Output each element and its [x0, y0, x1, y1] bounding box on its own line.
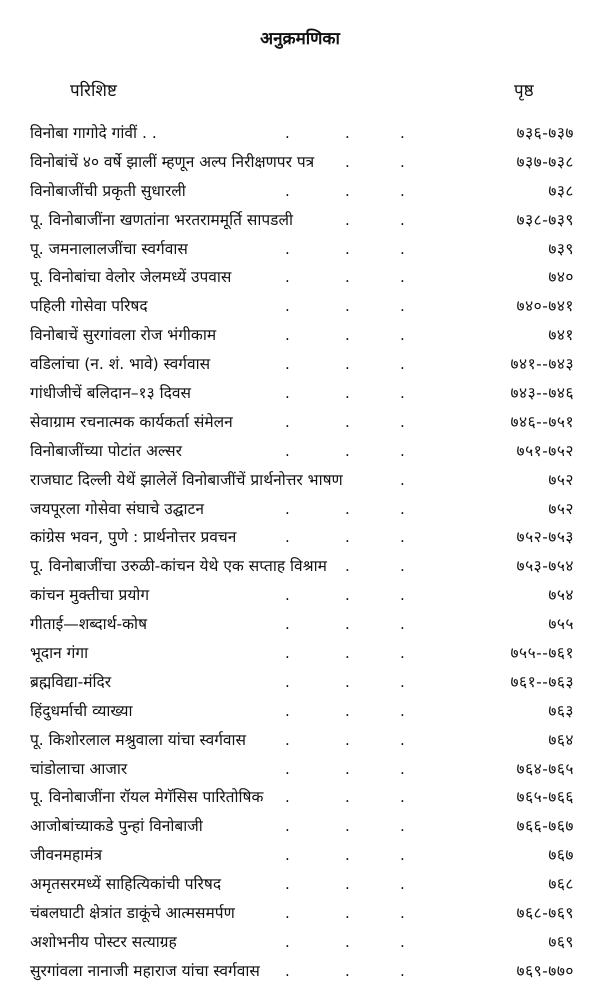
index-entry — [0, 408, 600, 437]
leader-dot: . — [285, 384, 290, 403]
entry-topic: विनोबाजींच्या पोटांत अल्सर — [30, 441, 182, 460]
entry-topic: पू. विनोबांचा वेलोर जेलमध्यें उपवास — [30, 268, 232, 287]
leader-dot: . — [400, 124, 405, 142]
leader-dot: . — [345, 846, 350, 865]
leader-dot: . — [400, 961, 405, 980]
leader-dot: . — [400, 412, 405, 431]
leader-dot: . — [345, 644, 350, 663]
leader-dot: . — [285, 672, 290, 691]
entry-topic: जीवनमहामंत्र — [30, 846, 103, 865]
leader-dot: . — [285, 615, 290, 634]
entry-page-range: ७५३-७५४ — [516, 557, 574, 576]
topic-column-header: परिशिष्ट — [70, 81, 117, 101]
entry-topic: पू. किशोरलाल मश्रुवाला यांचा स्वर्गवास — [30, 730, 247, 749]
entry-page-range: ७६९ — [548, 932, 574, 951]
index-entry — [0, 235, 600, 264]
leader-dot: . — [345, 672, 350, 691]
leader-dot: . — [400, 672, 405, 691]
entry-topic: गांधीजीचें बलिदान–१३ दिवस — [30, 384, 191, 403]
leader-dot: . — [400, 932, 405, 951]
index-entry — [0, 148, 600, 177]
leader-dot: . — [345, 355, 350, 374]
leader-dot: . — [400, 297, 405, 316]
index-entry — [0, 899, 600, 928]
leader-dot: . — [285, 788, 290, 807]
leader-dot: . — [285, 326, 290, 345]
entry-page-range: ७५२ — [548, 499, 574, 518]
entry-topic: हिंदुधर्माची व्याख्या — [30, 701, 133, 720]
entry-page-range: ७३८ — [548, 181, 574, 200]
entry-topic: पू. विनोबाजींना खणतांना भरतराममूर्ति सापडली — [30, 210, 293, 229]
leader-dot: . — [285, 124, 290, 142]
entry-page-range: ७५४ — [548, 586, 574, 605]
entry-page-range: ७४० — [548, 268, 574, 287]
leader-dot: . — [400, 384, 405, 403]
leader-dot: . — [285, 355, 290, 374]
leader-dot: . — [345, 384, 350, 403]
entry-page-range: ७३७-७३८ — [516, 152, 574, 171]
index-entry — [0, 726, 600, 755]
leader-dot: . — [345, 817, 350, 836]
leader-dot: . — [285, 181, 290, 200]
entry-topic: चांडोलाचा आजार — [30, 759, 128, 778]
leader-dot: . — [285, 932, 290, 951]
entry-page-range: ७४१--७४३ — [510, 355, 574, 374]
leader-dot: . — [345, 181, 350, 200]
index-entry — [0, 437, 600, 466]
leader-dot: . — [285, 528, 290, 547]
index-entry — [0, 755, 600, 784]
index-entry — [0, 610, 600, 639]
leader-dot: . — [285, 904, 290, 923]
index-entry — [0, 321, 600, 350]
leader-dot: . — [400, 499, 405, 518]
entry-page-range: ७६४ — [548, 730, 574, 749]
leader-dot: . — [400, 355, 405, 374]
entry-page-range: ७४१ — [548, 326, 574, 345]
leader-dot: . — [285, 239, 290, 258]
entry-page-range: ७५५--७६१ — [510, 644, 574, 663]
leader-dot: . — [285, 817, 290, 836]
index-entry — [0, 581, 600, 610]
entry-page-range: ७६६-७६७ — [516, 817, 574, 836]
entry-page-range: ७६९-७७० — [516, 961, 574, 980]
index-entry — [0, 957, 600, 986]
entry-topic: सुरगांवला नानाजी महाराज यांचा स्वर्गवास — [30, 961, 260, 980]
entry-topic: कांग्रेस भवन, पुणे : प्रार्थनोत्तर प्रवचन — [30, 528, 237, 547]
entry-topic: आजोबांच्याकडे पुन्हां विनोबाजी — [30, 817, 203, 836]
entry-topic: चंबलघाटी क्षेत्रांत डाकूंचे आत्मसमर्पण — [30, 904, 235, 923]
leader-dot: . — [285, 644, 290, 663]
index-entry — [0, 523, 600, 552]
entry-topic: भूदान गंगा — [30, 644, 89, 663]
leader-dot: . — [400, 210, 405, 229]
entry-page-range: ७६८-७६९ — [516, 904, 574, 923]
index-entry — [0, 292, 600, 321]
entry-page-range: ७६५-७६६ — [516, 788, 574, 807]
entry-page-range: ७४०-७४१ — [516, 297, 574, 316]
leader-dot: . — [400, 528, 405, 547]
leader-dot: . — [285, 586, 290, 605]
leader-dot: . — [285, 701, 290, 720]
index-entry — [0, 119, 600, 148]
leader-dot: . — [400, 730, 405, 749]
entry-topic: पहिली गोसेवा परिषद — [30, 297, 148, 316]
entry-page-range: ७६४-७६५ — [516, 759, 574, 778]
entry-topic: विनोबा गागोदे गांवीं . . — [30, 124, 157, 142]
entry-page-range: ७५२ — [548, 470, 574, 489]
leader-dot: . — [345, 152, 350, 171]
entry-page-range: ७३६-७३७ — [516, 124, 574, 142]
index-entry — [0, 668, 600, 697]
index-entry — [0, 697, 600, 726]
index-entry — [0, 379, 600, 408]
leader-dot: . — [345, 528, 350, 547]
leader-dot: . — [345, 759, 350, 778]
entry-topic: अमृतसरमध्यें साहित्यिकांची परिषद — [30, 875, 222, 894]
entry-page-range: ७३८-७३९ — [516, 210, 574, 229]
leader-dot: . — [400, 152, 405, 171]
index-entry — [0, 263, 600, 292]
leader-dot: . — [285, 297, 290, 316]
leader-dot: . — [285, 412, 290, 431]
entry-page-range: ७६३ — [548, 701, 574, 720]
index-entry — [0, 552, 600, 581]
leader-dot: . — [400, 817, 405, 836]
leader-dot: . — [345, 932, 350, 951]
leader-dot: . — [400, 904, 405, 923]
leader-dot: . — [345, 904, 350, 923]
leader-dot: . — [345, 730, 350, 749]
leader-dot: . — [400, 181, 405, 200]
leader-dot: . — [345, 875, 350, 894]
leader-dot: . — [345, 326, 350, 345]
leader-dot: . — [400, 759, 405, 778]
leader-dot: . — [345, 239, 350, 258]
index-entry — [0, 206, 600, 235]
index-entry — [0, 841, 600, 870]
entry-topic: पू. जमनालालजींचा स्वर्गवास — [30, 239, 188, 258]
entry-topic: विनोबांचें ४० वर्षे झालीं म्हणून अल्प निरीक्षणपर पत्र — [30, 152, 315, 171]
leader-dot: . — [400, 326, 405, 345]
leader-dot: . — [285, 730, 290, 749]
leader-dot: . — [400, 875, 405, 894]
leader-dot: . — [400, 701, 405, 720]
leader-dot: . — [345, 412, 350, 431]
leader-dot: . — [345, 788, 350, 807]
leader-dot: . — [345, 615, 350, 634]
leader-dot: . — [345, 210, 350, 229]
entry-topic: विनोबाचें सुरगांवला रोज भंगीकाम — [30, 326, 217, 345]
index-entry — [0, 870, 600, 899]
leader-dot: . — [285, 875, 290, 894]
index-entry — [0, 466, 600, 495]
leader-dot: . — [345, 441, 350, 460]
leader-dot: . — [345, 268, 350, 287]
leader-dot: . — [345, 499, 350, 518]
entry-page-range: ७४६--७५१ — [510, 412, 574, 431]
entry-topic: पू. विनोबाजींचा उरुळी-कांचन येथे एक सप्ताह विश्राम — [30, 557, 327, 576]
leader-dot: . — [400, 268, 405, 287]
index-entry — [0, 495, 600, 524]
entry-topic: वडिलांचा (न. शं. भावे) स्वर्गवास — [30, 355, 211, 374]
leader-dot: . — [345, 557, 350, 576]
leader-dot: . — [400, 470, 405, 489]
entry-topic: कांचन मुक्तीचा प्रयोग — [30, 586, 150, 605]
leader-dot: . — [285, 759, 290, 778]
leader-dot: . — [400, 615, 405, 634]
entry-page-range: ७६७ — [548, 846, 574, 865]
leader-dot: . — [345, 586, 350, 605]
leader-dot: . — [345, 701, 350, 720]
leader-dot: . — [400, 586, 405, 605]
entry-page-range: ७५५ — [548, 615, 574, 634]
leader-dot: . — [285, 268, 290, 287]
entry-page-range: ७६८ — [548, 875, 574, 894]
entry-topic: सेवाग्राम रचनात्मक कार्यकर्ता संमेलन — [30, 412, 233, 431]
entry-page-range: ७५२-७५३ — [516, 528, 574, 547]
leader-dot: . — [400, 644, 405, 663]
page-column-header: पृष्ठ — [514, 81, 534, 101]
leader-dot: . — [285, 846, 290, 865]
leader-dot: . — [285, 961, 290, 980]
leader-dot: . — [285, 441, 290, 460]
entry-topic: विनोबाजींची प्रकृती सुधारली — [30, 181, 186, 200]
entry-page-range: ७३९ — [548, 239, 574, 258]
leader-dot: . — [285, 499, 290, 518]
entry-topic: अशोभनीय पोस्टर सत्याग्रह — [30, 932, 177, 951]
leader-dot: . — [345, 961, 350, 980]
leader-dot: . — [400, 441, 405, 460]
entry-topic: गीताई—शब्दार्थ-कोष — [30, 615, 148, 634]
entry-topic: पू. विनोबाजींना रॉयल मेगॅसिस पारितोषिक — [30, 788, 264, 807]
index-entry — [0, 177, 600, 206]
entry-page-range: ७६१--७६३ — [510, 672, 574, 691]
leader-dot: . — [400, 557, 405, 576]
entry-page-range: ७४३--७४६ — [510, 384, 574, 403]
entry-topic: ब्रह्मविद्या-मंदिर — [30, 672, 112, 691]
leader-dot: . — [400, 846, 405, 865]
index-entry — [0, 812, 600, 841]
entry-topic: जयपूरला गोसेवा संघाचे उद्घाटन — [30, 499, 204, 518]
index-entry — [0, 639, 600, 668]
index-entry — [0, 783, 600, 812]
leader-dot: . — [345, 124, 350, 142]
entry-topic: राजघाट दिल्ली येथें झालेलें विनोबाजींचें प्रार्थनोत्तर भाषण — [30, 470, 343, 489]
leader-dot: . — [400, 788, 405, 807]
leader-dot: . — [345, 297, 350, 316]
index-entry-list — [0, 119, 600, 986]
index-entry — [0, 928, 600, 957]
index-entry — [0, 350, 600, 379]
page-title: अनुक्रमणिका — [260, 29, 340, 49]
entry-page-range: ७५१-७५२ — [516, 441, 574, 460]
leader-dot: . — [400, 239, 405, 258]
